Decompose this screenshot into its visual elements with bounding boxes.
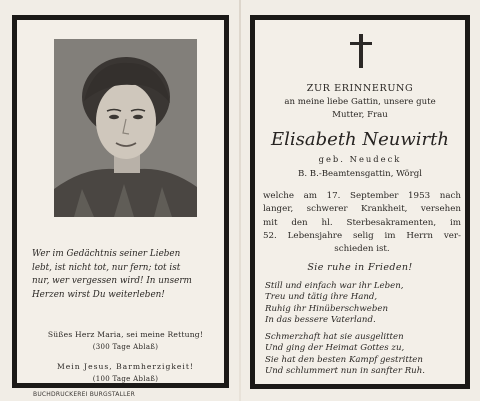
poem-line: Herzen wirst Du weiterleben!: [32, 289, 165, 300]
poem-line: lebt, ist nicht tot, nur fern; tot ist: [32, 262, 181, 273]
fold-line: [239, 0, 241, 401]
prayer-2-text: Mein Jesus, Barmherzigkeit!: [57, 362, 194, 371]
verse-line: Und schlummert nun in sanfter Ruh.: [265, 366, 425, 377]
verse-line: Ruhig ihr Hinüberschweben: [265, 303, 388, 314]
body-line: 52. Lebensjahre selig im Herrn ver-: [263, 230, 461, 241]
verse-line: Schmerzhaft hat sie ausgelitten: [265, 332, 404, 342]
verse-line: Still und einfach war ihr Leben,: [265, 281, 404, 291]
prayer-1-text: Süßes Herz Maria, sei meine Rettung!: [47, 330, 204, 339]
occupation: B. B.-Beamtensgattin, Wörgl: [298, 169, 422, 179]
maiden-name: geb. Neudeck: [318, 154, 402, 164]
cross-icon: [350, 34, 372, 68]
verse-line: Treu und tätig ihre Hand,: [265, 292, 378, 303]
poem-line: Wer im Gedächtnis seiner Lieben: [32, 249, 181, 259]
body-line: mit den hl. Sterbesakramenten, im: [263, 217, 461, 228]
verse-2: [265, 332, 461, 378]
body-line: langer, schwerer Krankheit, versehen: [263, 204, 461, 215]
verse-1: [265, 281, 461, 327]
intro-line-2: Mutter, Frau: [332, 110, 388, 120]
memorial-poem-left: [32, 248, 219, 302]
portrait-photo: [54, 39, 197, 217]
prayer-1-indulgence: (300 Tage Ablaß): [92, 343, 159, 351]
verse-line: In das bessere Vaterland.: [265, 315, 376, 326]
heading: ZUR ERINNERUNG: [306, 83, 414, 94]
prayer-2: [25, 362, 226, 384]
poem-line: nur, wer vergessen wird! In unserm: [32, 276, 192, 286]
prayer-2-indulgence: (100 Tage Ablaß): [92, 375, 159, 383]
body-line: schieden ist.: [334, 244, 390, 255]
body-line: welche am 17. September 1953 nach: [263, 191, 461, 201]
verse-line: Und ging der Heimat Gottes zu,: [265, 343, 405, 354]
rest-in-peace: Sie ruhe in Frieden!: [307, 262, 413, 273]
printer-credit: BUCHDRUCKEREI BURGSTALLER: [33, 391, 136, 398]
intro-line-1: an meine liebe Gattin, unsere gute: [284, 97, 436, 107]
verse-line: Sie hat den besten Kampf gestritten: [265, 354, 423, 365]
death-notice-text: [263, 190, 461, 256]
deceased-name: Elisabeth Neuwirth: [271, 129, 449, 150]
left-card: [12, 15, 229, 388]
prayer-1: [25, 330, 226, 352]
right-card: [250, 15, 470, 389]
